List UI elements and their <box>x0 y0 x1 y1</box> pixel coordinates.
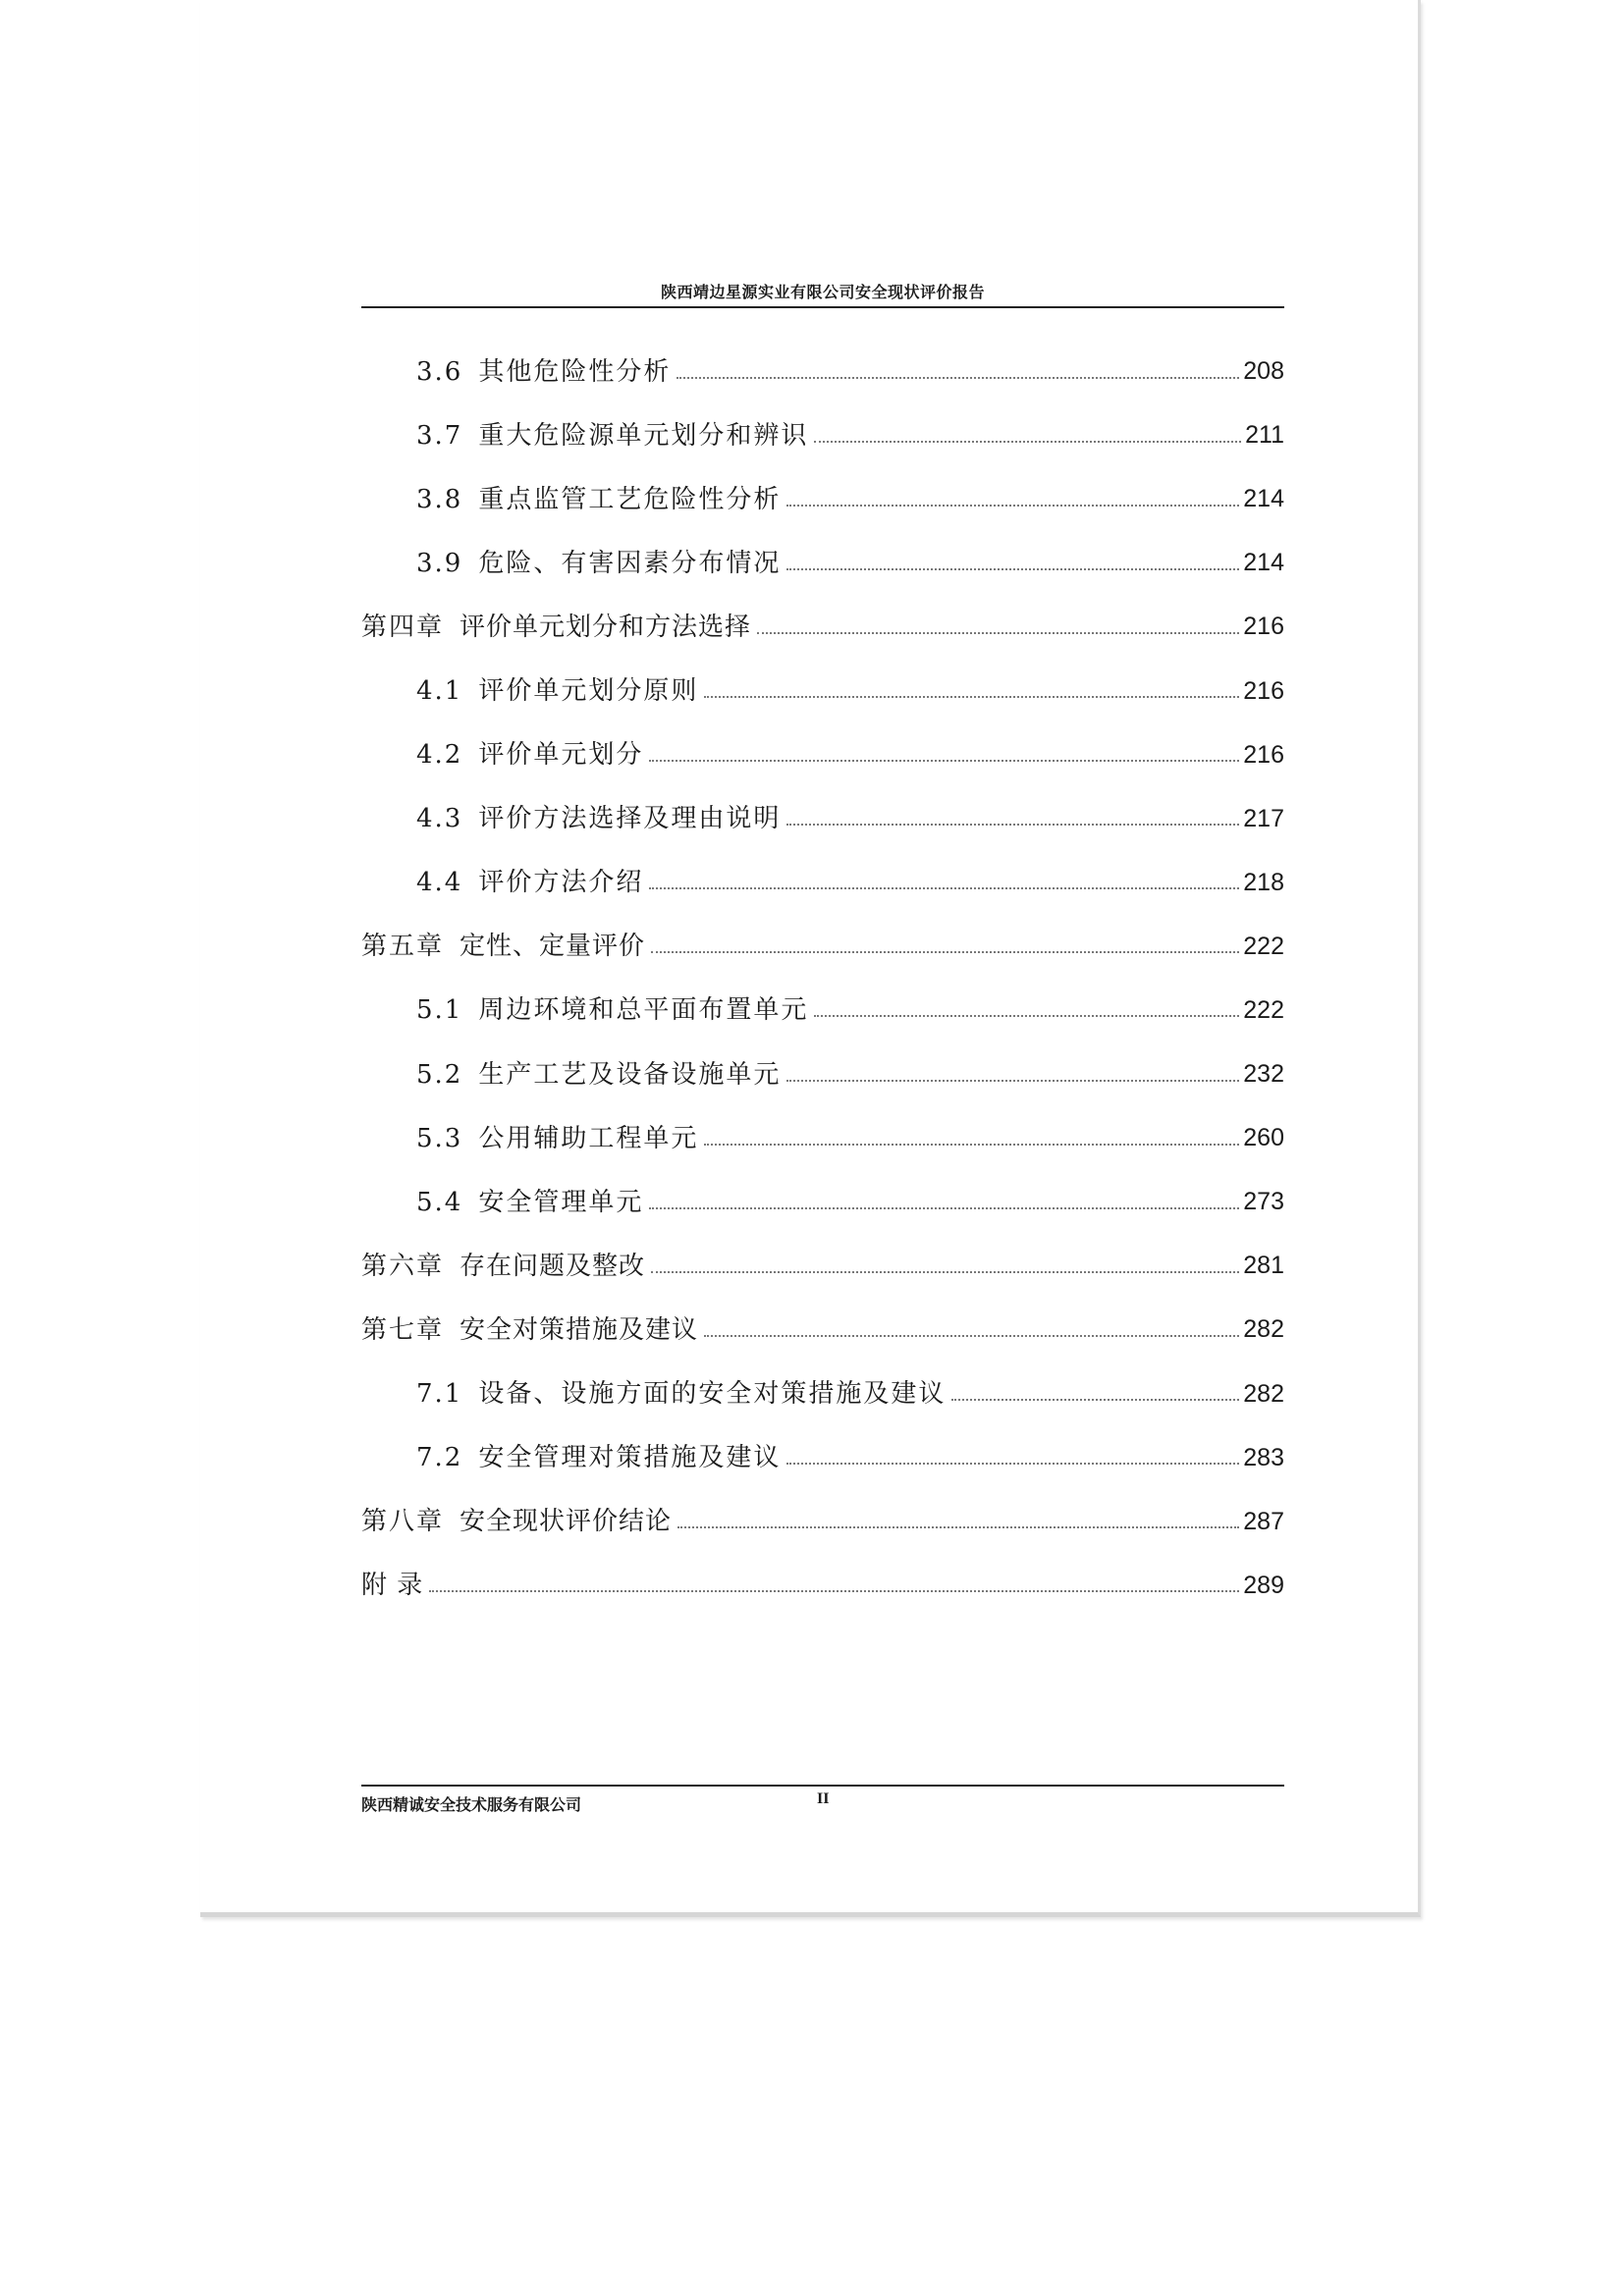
toc-entry-title: 设备、设施方面的安全对策措施及建议 <box>478 1379 947 1410</box>
dot-leader <box>704 1335 1239 1337</box>
toc-entry-title: 评价方法介绍 <box>478 868 644 898</box>
dot-leader <box>704 696 1239 698</box>
toc-entry-title: 公用辅助工程单元 <box>478 1123 699 1153</box>
toc-entry[interactable] <box>361 1554 1284 1618</box>
toc-entry-number: 5.1 <box>416 995 463 1026</box>
toc-entry-title: 评价单元划分原则 <box>478 676 699 707</box>
toc-entry-title: 重大危险源单元划分和辨识 <box>478 420 809 451</box>
toc-entry-number: 4.4 <box>416 868 463 898</box>
toc-entry-page: 281 <box>1243 1252 1284 1280</box>
toc-entry[interactable] <box>361 340 1284 403</box>
toc-entry-page: 217 <box>1243 804 1284 832</box>
table-of-contents <box>361 340 1284 1618</box>
dot-leader <box>649 887 1239 889</box>
dot-leader <box>651 1271 1239 1273</box>
document-page <box>200 0 1421 1917</box>
toc-entry-number: 5.2 <box>416 1059 463 1090</box>
toc-entry[interactable] <box>361 723 1284 787</box>
toc-entry-number: 3.8 <box>416 484 463 514</box>
toc-entry-title: 危险、有害因素分布情况 <box>478 548 782 578</box>
toc-entry[interactable] <box>361 979 1284 1042</box>
toc-entry-page: 222 <box>1243 932 1284 960</box>
toc-entry-page: 282 <box>1243 1315 1284 1344</box>
toc-entry-number: 第六章 <box>361 1251 445 1281</box>
toc-entry-title: 评价单元划分和方法选择 <box>460 612 752 642</box>
toc-entry-page: 216 <box>1243 613 1284 641</box>
header-rule <box>361 306 1284 308</box>
dot-leader <box>649 1207 1239 1209</box>
dot-leader <box>677 1526 1239 1528</box>
toc-entry-page: 222 <box>1243 995 1284 1024</box>
toc-entry-number: 第八章 <box>361 1507 445 1537</box>
toc-entry-title: 安全现状评价结论 <box>460 1507 673 1537</box>
dot-leader <box>786 1080 1239 1082</box>
toc-entry-page: 216 <box>1243 676 1284 705</box>
toc-entry-title: 评价方法选择及理由说明 <box>478 804 782 834</box>
toc-entry-title: 其他危险性分析 <box>478 356 672 387</box>
running-header: 陕西靖边星源实业有限公司安全现状评价报告 <box>660 283 985 301</box>
toc-entry[interactable] <box>361 1298 1284 1362</box>
dot-leader <box>757 632 1239 634</box>
toc-entry-number: 第五章 <box>361 932 445 962</box>
toc-entry-page: 218 <box>1243 868 1284 896</box>
toc-entry-title: 周边环境和总平面布置单元 <box>478 995 809 1026</box>
toc-entry-number: 3.9 <box>416 548 463 578</box>
toc-entry-page: 289 <box>1243 1571 1284 1599</box>
toc-entry[interactable] <box>361 1170 1284 1234</box>
toc-entry[interactable] <box>361 467 1284 531</box>
toc-entry-number: 第七章 <box>361 1314 445 1345</box>
toc-entry-number: 5.4 <box>416 1187 463 1217</box>
toc-entry[interactable] <box>361 1042 1284 1106</box>
toc-entry[interactable] <box>361 595 1284 659</box>
dot-leader <box>704 1144 1239 1146</box>
toc-entry-page: 283 <box>1243 1443 1284 1471</box>
toc-entry-title: 定性、定量评价 <box>460 932 646 962</box>
dot-leader <box>429 1590 1239 1592</box>
footer-rule <box>361 1785 1284 1787</box>
dot-leader <box>677 377 1239 379</box>
toc-entry[interactable] <box>361 915 1284 979</box>
dot-leader <box>786 505 1239 507</box>
toc-entry-number: 7.1 <box>416 1379 463 1410</box>
toc-entry-number: 7.2 <box>416 1443 463 1473</box>
toc-entry-page: 273 <box>1243 1188 1284 1216</box>
toc-entry-title: 存在问题及整改 <box>460 1251 646 1281</box>
toc-entry-title: 安全对策措施及建议 <box>460 1314 699 1345</box>
toc-entry-number: 4.2 <box>416 740 463 771</box>
toc-entry-page: 232 <box>1243 1060 1284 1089</box>
toc-entry-title: 安全管理单元 <box>478 1187 644 1217</box>
toc-entry-page: 260 <box>1243 1124 1284 1152</box>
dot-leader <box>814 441 1241 443</box>
dot-leader <box>649 760 1239 762</box>
toc-entry-page: 282 <box>1243 1379 1284 1408</box>
toc-entry-title: 附 录 <box>361 1571 424 1601</box>
toc-entry-number: 5.3 <box>416 1123 463 1153</box>
toc-entry[interactable] <box>361 1362 1284 1426</box>
footer-company: 陕西精诚安全技术服务有限公司 <box>361 1795 582 1814</box>
toc-entry[interactable] <box>361 531 1284 595</box>
toc-entry[interactable] <box>361 1106 1284 1170</box>
toc-entry-number: 3.6 <box>416 356 463 387</box>
toc-entry-page: 214 <box>1243 549 1284 577</box>
toc-entry-page: 216 <box>1243 740 1284 769</box>
toc-entry-page: 208 <box>1243 357 1284 386</box>
toc-entry-number: 第四章 <box>361 612 445 642</box>
toc-entry[interactable] <box>361 1234 1284 1298</box>
dot-leader <box>951 1399 1239 1401</box>
toc-entry-title: 重点监管工艺危险性分析 <box>478 484 782 514</box>
toc-entry-title: 安全管理对策措施及建议 <box>478 1443 782 1473</box>
toc-entry-page: 211 <box>1245 421 1284 450</box>
toc-entry-number: 4.1 <box>416 676 463 707</box>
toc-entry-title: 评价单元划分 <box>478 740 644 771</box>
toc-entry[interactable] <box>361 851 1284 915</box>
toc-entry[interactable] <box>361 1426 1284 1490</box>
toc-entry[interactable] <box>361 1490 1284 1554</box>
toc-entry-page: 214 <box>1243 485 1284 513</box>
toc-entry-page: 287 <box>1243 1507 1284 1535</box>
toc-entry-title: 生产工艺及设备设施单元 <box>478 1059 782 1090</box>
toc-entry-number: 4.3 <box>416 804 463 834</box>
dot-leader <box>814 1015 1239 1017</box>
toc-entry[interactable] <box>361 659 1284 722</box>
toc-entry-number: 3.7 <box>416 420 463 451</box>
dot-leader <box>786 568 1239 570</box>
toc-entry[interactable] <box>361 787 1284 851</box>
toc-entry[interactable] <box>361 403 1284 467</box>
dot-leader <box>786 1463 1239 1465</box>
dot-leader <box>786 824 1239 826</box>
footer-page-number: II <box>817 1790 830 1807</box>
dot-leader <box>651 951 1239 953</box>
